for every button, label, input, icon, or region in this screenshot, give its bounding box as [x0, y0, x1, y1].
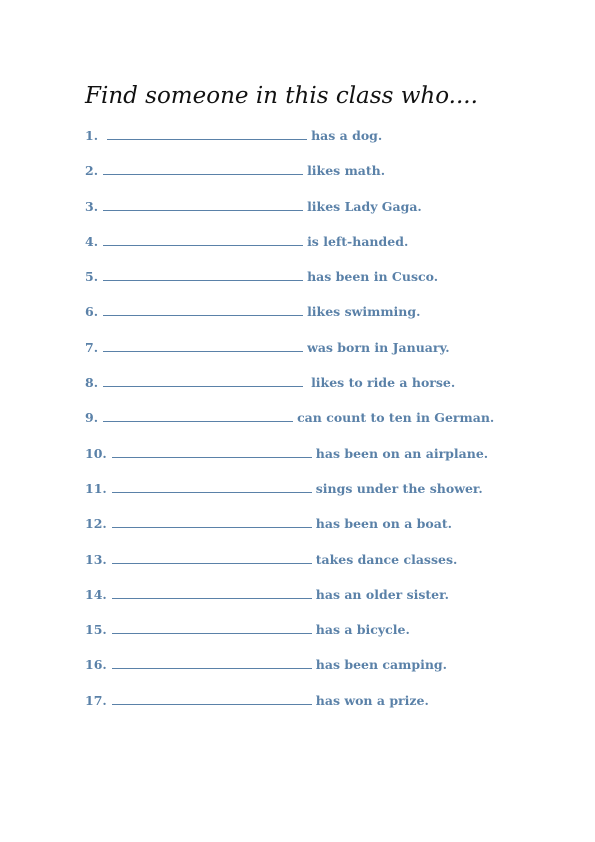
answer-blank[interactable]	[103, 340, 303, 352]
answer-blank[interactable]	[103, 163, 303, 175]
answer-blank[interactable]	[112, 516, 312, 528]
item-number: 2.	[85, 163, 99, 179]
item-number: 7.	[85, 339, 99, 355]
item-text: likes math.	[307, 163, 386, 179]
list-item	[85, 375, 565, 410]
answer-blank[interactable]	[103, 199, 303, 211]
item-text: has been camping.	[315, 657, 448, 673]
item-number: 17.	[85, 692, 107, 708]
list-item	[85, 199, 565, 234]
list-item	[85, 693, 565, 728]
answer-blank[interactable]	[112, 552, 312, 564]
item-number: 3.	[85, 198, 99, 214]
answer-blank[interactable]	[112, 657, 312, 669]
answer-blank[interactable]	[103, 234, 303, 246]
answer-blank[interactable]	[103, 269, 303, 281]
item-number: 9.	[85, 410, 99, 426]
item-number: 6.	[85, 304, 99, 320]
list-item	[85, 587, 565, 622]
item-text: has been on a boat.	[315, 516, 452, 532]
answer-blank[interactable]	[112, 446, 312, 458]
item-text: takes dance classes.	[315, 551, 458, 567]
item-text: likes to ride a horse.	[311, 375, 456, 391]
list-item	[85, 163, 565, 198]
item-text: has won a prize.	[315, 692, 429, 708]
item-text: has been in Cusco.	[307, 269, 439, 285]
list-item	[85, 128, 565, 163]
list-item	[85, 340, 565, 375]
answer-blank[interactable]	[112, 481, 312, 493]
item-text: likes Lady Gaga.	[307, 198, 422, 214]
answer-blank[interactable]	[112, 622, 312, 634]
item-text: was born in January.	[307, 339, 450, 355]
item-number: 15.	[85, 622, 107, 638]
answer-blank[interactable]	[107, 128, 307, 140]
answer-blank[interactable]	[103, 375, 303, 387]
list-item	[85, 481, 565, 516]
item-number: 13.	[85, 551, 107, 567]
item-number: 10.	[85, 445, 107, 461]
item-number: 1.	[85, 128, 99, 143]
list-item	[85, 552, 565, 587]
list-item	[85, 410, 565, 445]
item-text: has an older sister.	[315, 586, 449, 602]
item-text: has a bicycle.	[315, 622, 410, 638]
answer-blank[interactable]	[103, 410, 293, 422]
item-number: 4.	[85, 233, 99, 249]
item-text: is left-handed.	[307, 233, 409, 249]
item-number: 14.	[85, 586, 107, 602]
item-text: likes swimming.	[307, 304, 421, 320]
list-item	[85, 657, 565, 692]
list-item	[85, 269, 565, 304]
prompt-list	[85, 128, 565, 728]
answer-blank[interactable]	[112, 693, 312, 705]
answer-blank[interactable]	[112, 587, 312, 599]
list-item	[85, 446, 565, 481]
item-number: 8.	[85, 375, 99, 391]
list-item	[85, 622, 565, 657]
item-text: can count to ten in German.	[297, 410, 495, 426]
item-text: has been on an airplane.	[315, 445, 489, 461]
item-number: 16.	[85, 657, 107, 673]
item-number: 5.	[85, 269, 99, 285]
list-item	[85, 234, 565, 269]
list-item	[85, 304, 565, 339]
worksheet-title: Find someone in this class who....	[85, 83, 478, 109]
answer-blank[interactable]	[103, 304, 303, 316]
item-number: 12.	[85, 516, 107, 532]
item-number: 11.	[85, 480, 107, 496]
item-text: sings under the shower.	[315, 480, 483, 496]
item-text: has a dog.	[311, 128, 383, 143]
list-item	[85, 516, 565, 551]
